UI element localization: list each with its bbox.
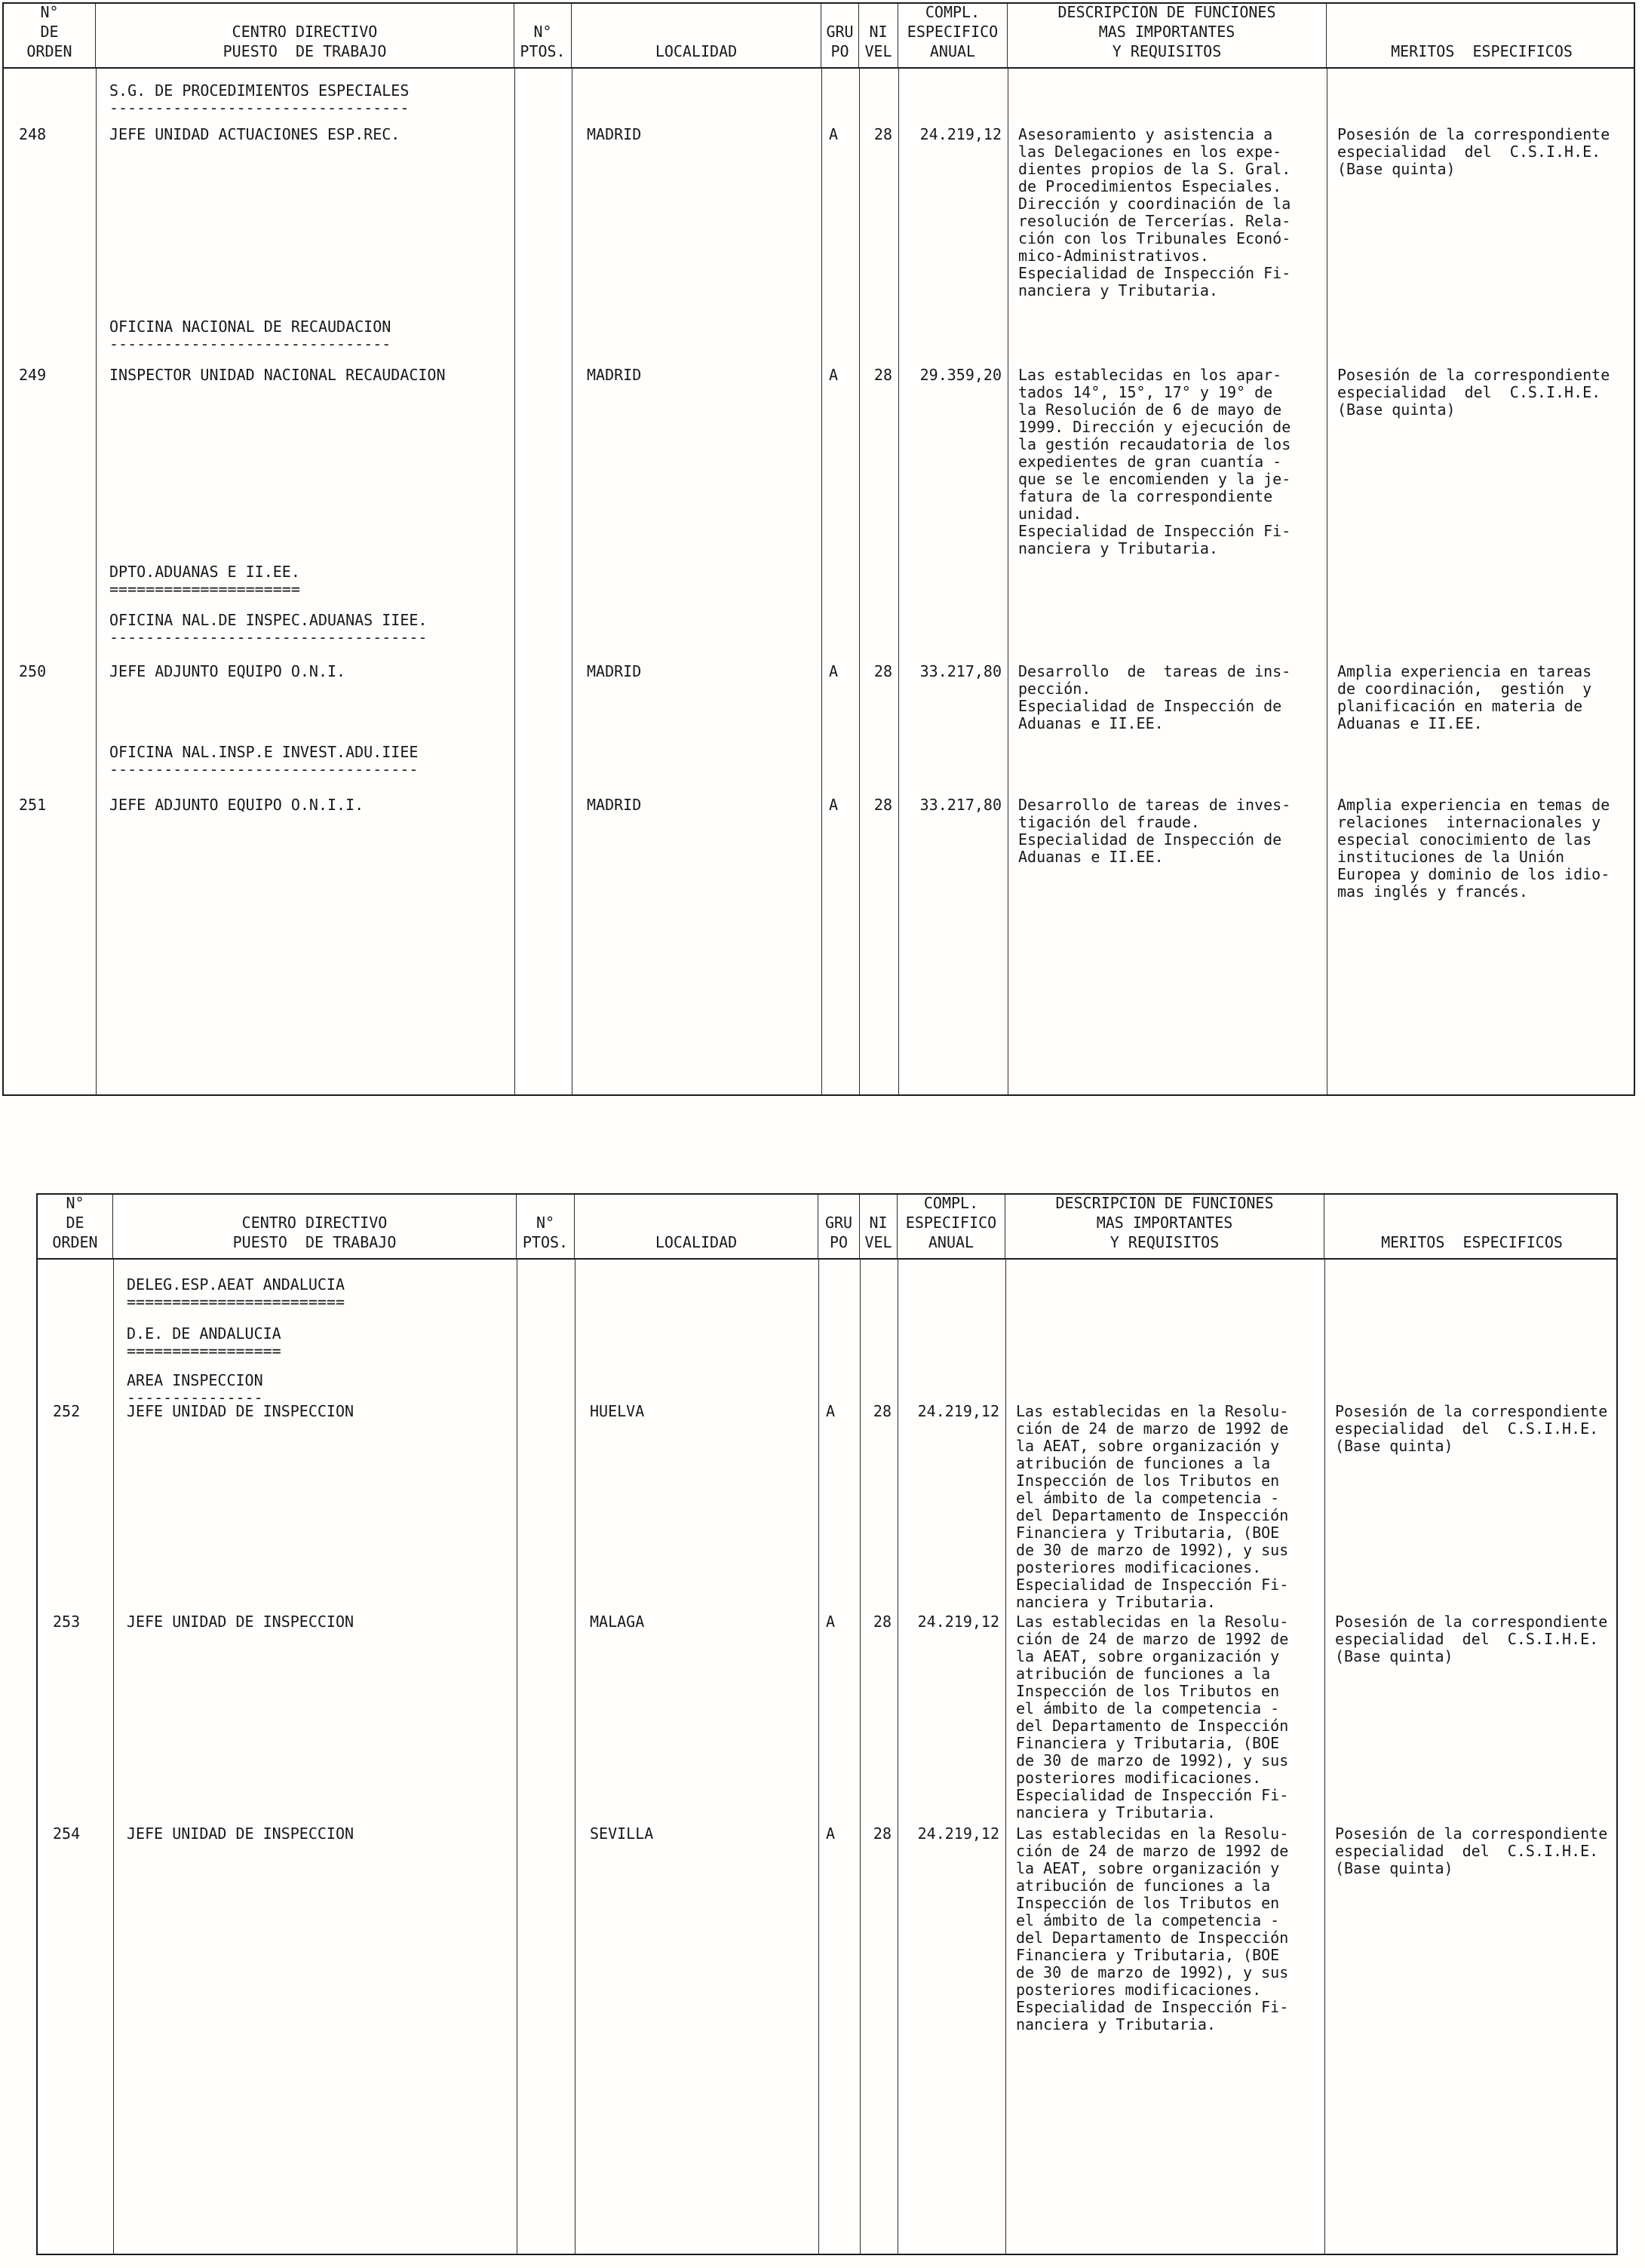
group-value: A [826,1825,836,1843]
specific-merits [1335,1825,1613,1877]
locality: SEVILLA [590,1825,654,1843]
column-header-grupo [821,4,859,67]
duties-line: Desarrollo de tareas de ins- [1018,662,1291,680]
duties-line: atribución de funciones a la [1016,1454,1271,1472]
merits-line: (Base quinta) [1337,401,1456,419]
locality: MADRID [587,366,642,384]
column-header-line: ANUAL [929,42,976,60]
column-header-line: N° [536,1214,555,1232]
locality: HUELVA [590,1402,645,1420]
column-header-line: ANUAL [928,1233,974,1251]
column-header-line: MAS IMPORTANTES [1096,1214,1233,1232]
duties-line: posteriores modificaciones. [1016,1558,1262,1576]
duties-line: tados 14°, 15°, 17° y 19° de [1018,383,1273,401]
annual-complement-value: 24.219,12 [919,125,1002,143]
merits-line: de coordinación, gestión y [1337,680,1592,698]
duties-line: Asesoramiento y asistencia a [1018,125,1273,143]
position-title: JEFE UNIDAD DE INSPECCION [127,1402,354,1420]
annual-complement-value: 33.217,80 [919,662,1002,680]
section-heading-underline: --------------------------------- [109,99,410,117]
column-header-line: ORDEN [52,1233,98,1251]
table-body [38,1260,1616,2254]
column-header-orden [4,4,96,67]
column-header-line: VEL [864,1233,892,1251]
merits-line: (Base quinta) [1335,1437,1453,1455]
section-heading-label: OFICINA NAL.INSP.E INVEST.ADU.IIEE [109,743,419,761]
column-header-puesto [113,1195,517,1258]
merits-line: (Base quinta) [1335,1859,1453,1877]
duties-line: la gestión recaudatoria de los [1018,435,1291,453]
duties-description [1018,367,1321,557]
order-number: 253 [53,1613,81,1631]
column-header-localidad [572,4,821,67]
duties-line: el ámbito de la competencia - [1016,1699,1280,1717]
merits-line: mas inglés y francés. [1337,882,1528,901]
duties-line: expedientes de gran cuantía - [1018,453,1282,471]
merits-line: especialidad del C.S.I.H.E. [1335,1419,1599,1438]
duties-line: de 30 de marzo de 1992), y sus [1016,1751,1289,1769]
duties-line: posteriores modificaciones. [1016,1981,1262,1999]
column-header-line: MAS IMPORTANTES [1098,23,1235,41]
column-separator [96,69,97,1094]
duties-line: que se le encomienden y la je- [1018,470,1291,488]
locality: MADRID [587,662,642,680]
column-header-line: N° [40,3,59,21]
order-number: 248 [19,125,47,143]
section-heading-label: D.E. DE ANDALUCIA [127,1324,281,1343]
column-separator [514,69,515,1094]
specific-merits [1337,367,1631,419]
column-header-line: ESPECIFICO [907,23,999,41]
specific-merits [1337,796,1631,901]
column-header-line: ESPECIFICO [905,1214,997,1232]
merits-line: Europea y dominio de los idio- [1337,865,1610,883]
duties-line: Especialidad de Inspección de [1018,697,1282,715]
annual-complement-value: 33.217,80 [919,796,1002,814]
column-header-line: NI [869,1214,888,1232]
duties-line: Las establecidas en la Resolu- [1016,1402,1289,1420]
table-header-row [38,1195,1616,1260]
duties-line: Desarrollo de tareas de inves- [1018,796,1291,814]
duties-line: Dirección y coordinación de la [1018,195,1291,213]
duties-line: Financiera y Tributaria, (BOE [1016,1734,1280,1752]
duties-line: la AEAT, sobre organización y [1016,1859,1280,1877]
duties-line: del Departamento de Inspección [1016,1929,1289,1947]
merits-line: especialidad del C.S.I.H.E. [1335,1630,1599,1648]
duties-line: Las establecidas en los apar- [1018,366,1282,384]
group-value: A [826,1402,836,1420]
column-header-line: N° [66,1194,84,1212]
duties-line: ción de 24 de marzo de 1992 de [1016,1630,1289,1648]
duties-line: nanciera y Tributaria. [1016,1593,1216,1611]
section-heading-underline: ------------------------------- [109,335,391,353]
merits-line: relaciones internacionales y [1337,813,1601,831]
column-header-line: COMPL. [925,3,981,21]
column-header-line: PO [829,1233,849,1251]
duties-line: de Procedimientos Especiales. [1018,177,1282,195]
position-title: JEFE ADJUNTO EQUIPO O.N.I. [109,662,346,680]
section-heading-underline: ---------------------------------- [109,760,419,778]
column-header-line: PUESTO DE TRABAJO [223,42,387,60]
column-separator [1005,1260,1006,2254]
duties-description [1018,796,1321,866]
duties-line: atribución de funciones a la [1016,1877,1271,1895]
annual-complement-value: 24.219,12 [917,1825,999,1843]
merits-line: Posesión de la correspondiente [1337,366,1610,384]
column-header-line: MERITOS ESPECIFICOS [1381,1233,1563,1251]
section-heading [109,318,391,353]
merits-line: instituciones de la Unión [1337,848,1565,866]
duties-line: dientes propios de la S. Gral. [1018,160,1291,178]
column-header-ptos [517,1195,575,1258]
section-heading [109,82,409,117]
section-heading-underline: ===================== [109,580,300,598]
column-header-line: GRU [824,1214,853,1232]
column-header-line: COMPL. [923,1194,979,1212]
column-separator [859,69,860,1094]
duties-description [1018,126,1321,299]
position-title: JEFE UNIDAD ACTUACIONES ESP.REC. [109,125,401,143]
specific-merits [1337,663,1631,732]
merits-line: especial conocimiento de las [1337,830,1592,849]
duties-line: la AEAT, sobre organización y [1016,1437,1280,1455]
column-header-line: CENTRO DIRECTIVO [232,23,378,41]
order-number: 249 [19,366,47,384]
column-header-line: PTOS. [520,42,566,60]
merits-line: Posesión de la correspondiente [1335,1825,1608,1843]
duties-description [1018,663,1321,732]
level-value: 28 [873,366,892,384]
column-header-line: ORDEN [26,42,72,60]
column-header-ptos [514,4,572,67]
column-header-line: DE [40,23,59,41]
column-header-line: NI [869,23,888,41]
column-header-line: CENTRO DIRECTIVO [241,1214,388,1232]
merits-line: (Base quinta) [1337,160,1456,178]
duties-line: Inspección de los Tributos en [1016,1682,1280,1700]
duties-line: Las establecidas en la Resolu- [1016,1825,1289,1843]
duties-line: Aduanas e II.EE. [1018,714,1164,732]
duties-line: Especialidad de Inspección Fi- [1016,1998,1289,2016]
column-header-line: Y REQUISITOS [1112,42,1222,60]
duties-line: Especialidad de Inspección Fi- [1016,1786,1289,1804]
column-header-puesto [96,4,514,67]
duties-line: tigación del fraude. [1018,813,1200,831]
duties-line: Financiera y Tributaria, (BOE [1016,1524,1280,1542]
level-value: 28 [873,662,892,680]
group-value: A [829,366,839,384]
section-heading-underline: --------------- [127,1389,263,1407]
merits-line: Posesión de la correspondiente [1335,1402,1608,1420]
annual-complement-value: 24.219,12 [917,1613,999,1631]
section-heading [127,1276,345,1311]
duties-description [1016,1825,1318,2033]
column-header-grupo [818,1195,860,1258]
column-header-meritos [1327,4,1637,67]
locality: MALAGA [590,1613,645,1631]
duties-line: atribución de funciones a la [1016,1665,1271,1683]
annual-complement-value: 29.359,20 [919,366,1002,384]
locality: MADRID [587,125,642,143]
duties-line: la AEAT, sobre organización y [1016,1647,1280,1665]
column-header-compl [898,1195,1005,1258]
column-header-line: LOCALIDAD [655,42,738,60]
section-heading [109,744,418,778]
column-header-line: N° [533,23,552,41]
level-value: 28 [873,1613,892,1631]
column-header-nivel [860,1195,898,1258]
column-header-descripcion [1008,4,1327,67]
duties-line: 1999. Dirección y ejecución de [1018,418,1291,436]
position-title: JEFE UNIDAD DE INSPECCION [127,1825,354,1843]
duties-line: de 30 de marzo de 1992), y sus [1016,1541,1289,1559]
duties-line: posteriores modificaciones. [1016,1769,1262,1787]
duties-line: ción de 24 de marzo de 1992 de [1016,1842,1289,1860]
column-header-localidad [575,1195,818,1258]
order-number: 250 [19,662,47,680]
duties-line: Inspección de los Tributos en [1016,1472,1280,1490]
duties-line: de 30 de marzo de 1992), y sus [1016,1963,1289,1981]
column-header-line: Y REQUISITOS [1109,1233,1220,1251]
column-header-nivel [859,4,898,67]
merits-line: Aduanas e II.EE. [1337,714,1483,732]
column-header-descripcion [1005,1195,1324,1258]
duties-line: Aduanas e II.EE. [1018,848,1164,866]
table-body [4,69,1634,1094]
duties-line: ción con los Tribunales Econó- [1018,229,1291,247]
duties-line: la Resolución de 6 de mayo de [1018,401,1282,419]
specific-merits [1335,1403,1613,1455]
table-header-row [4,4,1634,69]
column-header-line: VEL [864,42,892,60]
duties-line: fatura de la correspondiente [1018,487,1273,505]
level-value: 28 [873,796,892,814]
duties-line: las Delegaciones en los expe- [1018,143,1282,161]
section-heading-label: OFICINA NAL.DE INSPEC.ADUANAS IIEE. [109,611,428,629]
merits-line: especialidad del C.S.I.H.E. [1337,143,1601,161]
positions-table-1 [2,2,1635,1096]
order-number: 254 [53,1825,81,1843]
section-heading-label: OFICINA NACIONAL DE RECAUDACION [109,318,391,336]
position-title: INSPECTOR UNIDAD NACIONAL RECAUDACION [109,366,446,384]
position-title: JEFE UNIDAD DE INSPECCION [127,1613,354,1631]
duties-line: del Departamento de Inspección [1016,1506,1289,1524]
column-header-line: GRU [826,23,854,41]
column-separator [818,1260,819,2254]
column-separator [898,69,899,1094]
level-value: 28 [873,125,892,143]
duties-line: nanciera y Tributaria. [1016,2015,1216,2033]
locality: MADRID [587,796,642,814]
duties-line: resolución de Tercerías. Rela- [1018,212,1291,230]
column-header-line: LOCALIDAD [655,1233,738,1251]
merits-line: especialidad del C.S.I.H.E. [1337,383,1601,401]
position-title: JEFE ADJUNTO EQUIPO O.N.I.I. [109,796,364,814]
specific-merits [1335,1613,1613,1665]
group-value: A [829,796,839,814]
duties-line: Financiera y Tributaria, (BOE [1016,1946,1280,1964]
positions-table-2 [36,1193,1618,2255]
section-heading-label: AREA INSPECCION [127,1371,263,1389]
order-number: 252 [53,1402,81,1420]
column-header-line: PUESTO DE TRABAJO [232,1233,397,1251]
column-header-line: MERITOS ESPECIFICOS [1391,42,1573,60]
duties-line: Las establecidas en la Resolu- [1016,1613,1289,1631]
column-header-orden [38,1195,113,1258]
order-number: 251 [19,796,47,814]
column-header-line: DE [66,1214,84,1232]
section-heading-label: DELEG.ESP.AEAT ANDALUCIA [127,1275,345,1294]
section-heading-underline: ----------------------------------- [109,628,428,646]
column-header-meritos [1324,1195,1619,1258]
duties-line: unidad. [1018,505,1082,523]
duties-line: nanciera y Tributaria. [1016,1803,1216,1821]
column-separator [1324,1260,1325,2254]
duties-line: ción de 24 de marzo de 1992 de [1016,1419,1289,1438]
column-header-line: DESCRIPCION DE FUNCIONES [1055,1194,1274,1212]
merits-line: Amplia experiencia en temas de [1337,796,1610,814]
merits-line: planificación en materia de [1337,697,1583,715]
duties-line: Inspección de los Tributos en [1016,1894,1280,1912]
group-value: A [826,1613,836,1631]
column-header-line: PTOS. [522,1233,569,1251]
merits-line: Posesión de la correspondiente [1337,125,1610,143]
duties-line: el ámbito de la competencia - [1016,1911,1280,1929]
column-header-line: PO [830,42,849,60]
section-heading [109,563,300,598]
merits-line: (Base quinta) [1335,1647,1453,1665]
section-heading [109,612,427,646]
duties-line: Especialidad de Inspección Fi- [1018,264,1291,282]
annual-complement-value: 24.219,12 [917,1402,999,1420]
group-value: A [829,125,839,143]
duties-line: pección. [1018,680,1091,698]
duties-line: nanciera y Tributaria. [1018,539,1218,557]
section-heading-label: DPTO.ADUANAS E II.EE. [109,563,300,581]
duties-line: el ámbito de la competencia - [1016,1489,1280,1507]
section-heading-underline: ======================== [127,1293,345,1311]
merits-line: especialidad del C.S.I.H.E. [1335,1842,1599,1860]
duties-line: del Departamento de Inspección [1016,1717,1289,1735]
duties-line: mico-Administrativos. [1018,247,1209,265]
merits-line: Posesión de la correspondiente [1335,1613,1608,1631]
section-heading [127,1325,281,1360]
level-value: 28 [873,1402,892,1420]
merits-line: Amplia experiencia en tareas [1337,662,1592,680]
section-heading-label: S.G. DE PROCEDIMIENTOS ESPECIALES [109,81,410,100]
group-value: A [829,662,839,680]
specific-merits [1337,126,1631,178]
column-separator [113,1260,114,2254]
column-separator [821,69,822,1094]
duties-description [1016,1403,1318,1611]
column-header-line: DESCRIPCION DE FUNCIONES [1057,3,1276,21]
duties-line: Especialidad de Inspección de [1018,830,1282,849]
duties-line: nanciera y Tributaria. [1018,281,1218,299]
level-value: 28 [873,1825,892,1843]
duties-line: Especialidad de Inspección Fi- [1016,1576,1289,1594]
section-heading-underline: ================= [127,1342,281,1360]
column-header-compl [898,4,1008,67]
duties-description [1016,1613,1318,1821]
duties-line: Especialidad de Inspección Fi- [1018,522,1291,540]
